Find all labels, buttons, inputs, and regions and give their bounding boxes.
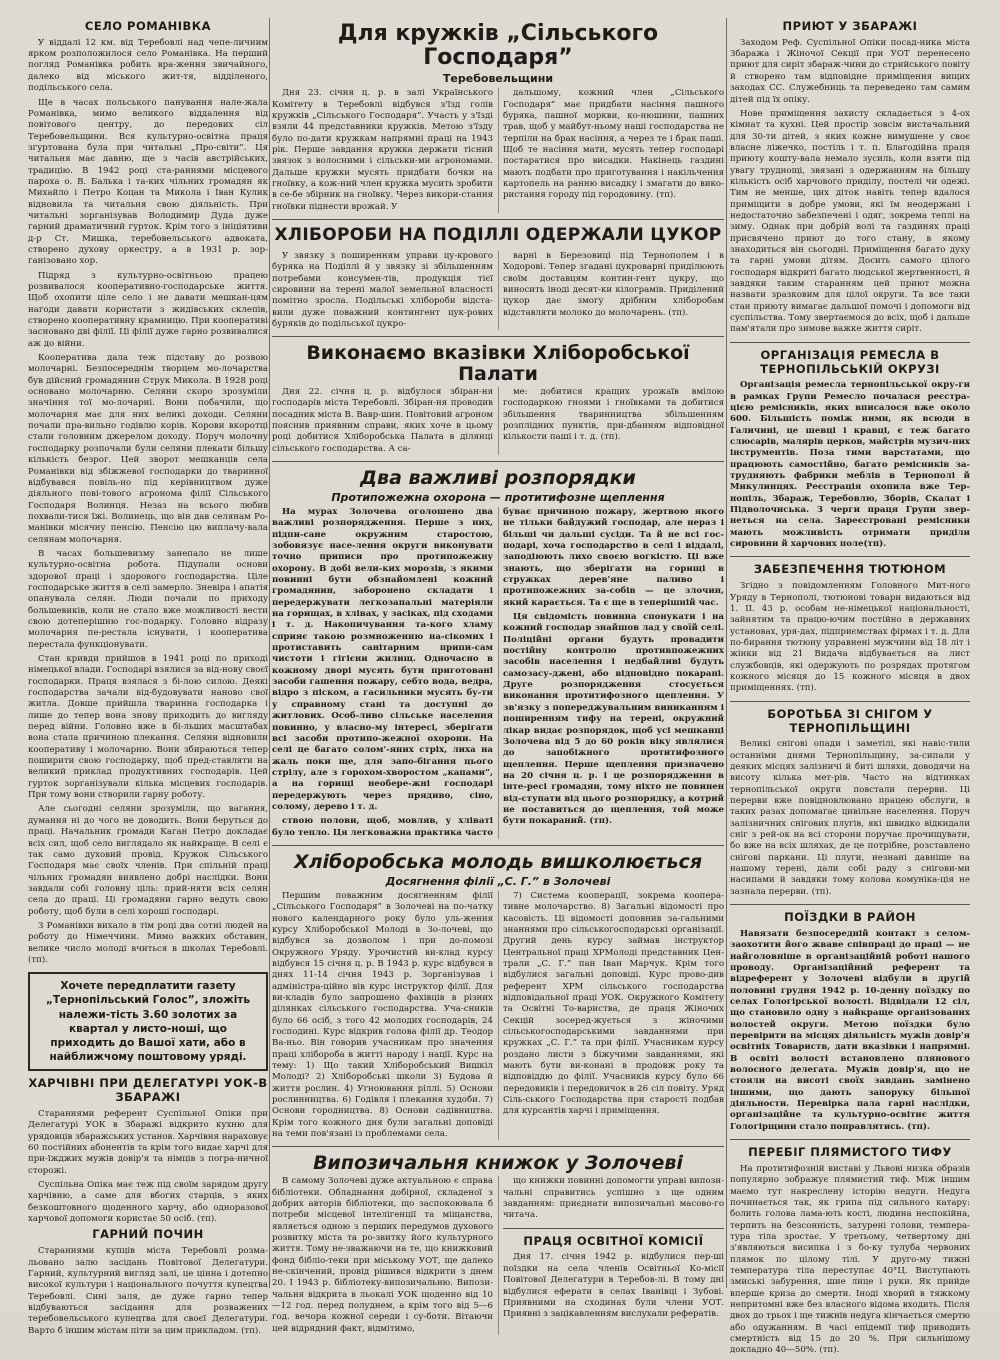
article-title: ГАРНИЙ ПОЧИН: [92, 1227, 204, 1242]
divider: [272, 845, 724, 846]
paragraph: 7) Система кооперації, зокрема коопера-тивне молочарство. 8) Загальні відомості про касовість. Ці відомості доповнив за-гальними знаннями про сільськогосподарські організації. Другий день курсу займав інструктор Центральної праці ХРМолоді представник Цен-трали „С. Г.” пан Іван Марчук. Крім того відбулися загальні доповіді. Курс прово-див референт ХРМ сільського господарства відповідальної праці УОК. Окружного Комітету та Освітні То-вариства, де праця Жіночих Секцій зосеред-жується з жіночими сільськогосподарськими завданнями при кружках „С. Г.” та при філії. Учасникам курсу роздано листи з біжучими завданнями, які мають бути ви-конані в продовж року та відповіддю до філії. Учасників курсу було 66 передовиків і передовичок в 26 сіл повіту. Уряд Сіль-ського Господарства при старості подбав для курсантів харчі і приміщення.: [503, 890, 724, 1117]
divider: [730, 342, 970, 343]
paragraph: Стан кривди прийшов в 1941 році по приході німецької влади. Господарі взялися за від-нову своєї господарки. Праця взялася з бі-лою силою. Деякі господарства зачали від-будовувати наново свої житла. Довше прийшла тваринна господарка і лише до тепер вона знову приходить до вигляду перед війни. Головно вже в бі-льших масштабах вона стала причиною плекання. Селяни відновили кооперативу і молочарню. Вони збираються тепер поширити свою господарку, щоб пред-ставляти на великий приклад продуктивних господарів. Цей гурток зорганізували кілька місцевих господарів. При тому вони створили гарну роботу.: [28, 654, 268, 801]
paragraph: На мурах Золочева оголошено два важливі розпорядження. Перше з них, підпи-сане окружним старостою, зобовязує насе-лення округи виконувати точно приписи про протипожежну охорону. В добі вели-ких морозів, з якими повинні бути обзнайомлені кожний громадянин, заборонено складати і передержувати легкозапальні матеріяли на горищах, в хлівах, у засіках, під сходами і т. д. Накопичування та-кого хламу сприяє такою розмноженню на-сікомих і протиставить санітарним припи-сам чистоти і гігієни жилищ. Одночасно в кожному дворі мусять бути приготовані засоби гашення пожару, себто вода, ведра, відро з піском, а гасильники мусять бу-ти у справному стані та доступні до житлових. Особ-ливо сільське населення повинно, у власно-му інтересі, зберігати всі засоби протипо-жежної охорони. На селі це багато солом'-яних стріх, лиха на жаль поки ще, для запо-бігання цього стрілу, але з горохом-хворостом „капами”, а на горищі необере-жні господарі передержують через прядиво, сіно, солому, дерево і т. д.: [272, 506, 493, 812]
paragraph: В самому Золочеві дуже актуальною є справа бібліотеки. Обладнання добірної, складеної з добрих авторів бібліотеки, що заспокоювала б потреби місцевої інтелігенції та міщанства, являється одною з перших передумов духового розвитку міста та ро-звитку його культурного життя. Тому не-зважаючи на те, що книжковий фонд бібліо-теки при міському УОТ, ще далеко не-скінчений, провід рішився відкрити з днем 20. І 1943 р. бібліотеку-випозичальню. Випози-чальня відкрита в льокалі УОК щоденно від 10—12 год. перед полуднем, а крім того від 5—6 год. вечора кожної середи і су-боти. Вітаючи цей відрядний факт, відмітимо,: [272, 1176, 493, 1334]
paragraph: В часах большевизму занепало не лише культурно-освітна робота. Підупали основи здорової праці і здорового господарства. Ціле господарське життя в селі замерло. Зневіра і апатія опанувала селян. Люди почали по приходу большевиків, коли не стало вже можливості вести свою дотеперішню гос-подарку. Головно відразу молочарня пе-рестала існувати, і кооператива перестала функціонувати.: [28, 548, 268, 650]
paragraph: Згідно з повідомленням Головного Мит-ного Уряду в Тернополі, тютюнові товари видаються від 1. II. 43 р. особам не-німецької національності, зайнятим та працю-ючим постійно в державних установах, уря-дах, підприємствах фірмах і т. д. Для по-бирання тютюну управнені мужчини від 18 літ і жінки від 21 Видача відбувається на лист службовців, які одержують по розрядах протягом кожного місяця до 15 кожного місяця в двох приміщеннях. (тп).: [730, 581, 970, 694]
article-subtitle: Теребовельщини: [442, 72, 554, 86]
paragraph: Ця свідомість повинна спонукати і на кожний господар знайшов лад у своїй селі. Поліційні органи будуть провадити постійну контролю противпожежних засобів населення і недбайливі будуть самозасу-джені, або відповідно покарані. Друге розпорядження стосується виконання протитифозного щеплення. У зв'язку з попереджувальним виниканням і поширенням тифу на терені, окружний лікар видає розпорядок, щоб усі мешканці Золочева від 5 до 60 років віку являлися до запобіжного протитифозного щеплення. Перше щеплення призначено на 20 січня ц. р. і це розпорядження в інте-ресі громадян, тому ніхто не повинен від-ступати від цього розпорядку, а котрий не поставиться до щеплення, той може бути покараний. (тп).: [503, 612, 724, 827]
divider: [272, 219, 724, 220]
article-title: ХАРЧІВНІ ПРИ ДЕЛЕГАТУРІ УОК-В ЗБАРАЖІ: [28, 1076, 268, 1105]
article-title: ОРГАНІЗАЦІЯ РЕМЕСЛА В ТЕРНОПІЛЬСЬКІЙ ОКРУЗІ: [760, 347, 940, 376]
paragraph: У звязку з поширенням управи цу-крового буряка на Поділлі й у звязку зі збільшенням потребами консумен-тів, продукція тієї сировини на терені малої земельної власності помітно зросла. Подільські хлібороби відста-вили дуже поважний контингент цук-рових буряків до подільської цукро-: [272, 250, 493, 329]
paragraph: варні в Березовиці під Тернополем і в Ходорові. Тепер згадані цукроварні приділюють своїм доставцям контин-гент цукру, що виносить іноді десят-ки кілограмів. Приділений цукор дає змогу дрібним хліборобам відставляти молоко до молочарень. (тп).: [503, 250, 724, 318]
article-title: ПРАЦЯ ОСВІТНОЇ КОМІСІЇ: [523, 1233, 704, 1248]
paragraph: Підряд з культурно-освітньою працею розвивалося кооперативно-господарське життя. Щоб охопити ціле село і не давати мешкан-цям нагоди давати користати з жидівських склепів, створено кооперативну крамницю. При кооперативі засновано дві філії. Ці філії дуже гарно розвивалися аж до війни.: [28, 270, 268, 349]
paragraph: Стараннями купців міста Теребовлі розма-льовано залю засідань Повітової Делегатури. Гарний, культурний вигляд залі, це цінна і дотепно високої культури і національного почуття купецтва Теребовлі. Сині заля, де дуже гарно тепер відбуваються засідання для розважених теребовельського купецтва для своєї Делегатури. Варто б іншим містам піти за цим прикладом. (тп).: [28, 1246, 268, 1336]
article-title: Хліборобська молодь вишколюється: [293, 850, 703, 873]
paragraph: Але сьогодні селяни зрозуміли, що вагання, думання ні до чого не доводить. Вони беруться до праці. Начальник громади Каган Петро докладає всіх сил, щоб село виглядало як найкраще. В селі є так само духовий провід. Кружок Сільського Господаря має своїх членів. При спільній праці чільних громадян виявлено добрі наслідки. Вони завдали собі головну ціль: прий-няти всіх селян села до праці. Ці громадяни гарно ведуть свою роботу, щоб були в селі хороші господарі.: [28, 804, 268, 917]
right-column: [730, 18, 970, 1360]
article-title: ПЕРЕБІГ ПЛЯМИСТОГО ТИФУ: [748, 1145, 952, 1160]
article-body: [272, 891, 724, 1141]
left-column: [28, 18, 268, 1340]
paragraph: Організація ремесла тернопільської окру-ги в рамках Групи Ремесло почалася реєстра-цією ремісників, яких вписалося вже около 600. Більшість поміж ними, як всюди в Галичині, це шевці і кравці, є теж багато слюсарів, малярів церков, майстрів музич-них інструментів. Поза тими варстатами, що працюють самостійно, багато ремісників за-трудняють фабрики меблів в Тернополі й Микулинцях. Реєстрація охопила вже Тер-нопіль, Збараж, Теребовлю, Зборів, Скалат і Підволочиська. З черги праця Групи звер-неться на села. Зареєстровані ремісники мають можливість отримати приділи сировини й харчових поле(тп).: [730, 380, 970, 550]
article-subtitle: Досягнення філії „С. Г.” в Золочеві: [385, 874, 611, 888]
article-title: ПОЇЗДКИ В РАЙОН: [784, 910, 916, 925]
article-subtitle: Протипожежна охорона — протитифозне щеплення: [331, 490, 665, 504]
article-body: [272, 507, 724, 839]
article-title: ПРИЮТ У ЗБАРАЖІ: [782, 19, 918, 33]
paragraph: З Романівки вихало в тім році два сотні людей на роботу до Німеччини. Мимо важких обставин, велике число молоді вчиться в школах Теребовлі. (тп).: [28, 920, 268, 965]
article-body: [730, 380, 970, 550]
article-title: Два важливі розпорядки: [360, 467, 636, 490]
article-title: Випозичальня книжок у Золочеві: [313, 1152, 683, 1175]
paragraph: дальшому, кожний член „Сільського Господаря” має придбати насіння пашного буряка, пашної моркви, ко-нюшини, пашних трав, щоб у майбут-ньому наші господарства не терпіли на брак насіння, а через те і брак паші. Щоб те насіння мати, мусять тепер господарі постаратися про висадки. Накінець газдині мають подбати про приготування і накільчення картопель на ранню висадку і змагати до вико-ристання городу під городовину. (тп).: [503, 88, 724, 201]
article-body: [272, 88, 724, 213]
middle-column: [272, 18, 724, 1335]
paragraph: Нове приміщення захисту складається з 4-ох кімнат та кухні. Цей простір зовсім вистачальний для 30-ти дітей, з яких кожне вимушене у своє власне ліжечко, постіль і т. п. Благодійна праця приюту кошту-вала немало зусиль, коли взяти під увагу труднощі, звязані з одержанням на більшу кількість осіб харчового приділу, постелі чи одежі. Тим не менше, цих діток навіть тепер вдалося приміщити в добре умови, які їм неодержані і недостаточно забезпечені і одяг, зокрема теплі на зиму. Однак при добрій волі та газдинях праці присвячено приют до того стану, в якому знаходиться він сьогодні. Приміщення багато духу та гарні умови дітям. Досить самого цілого господаря відкриті багато людської жертвенності, й завдяки таким старанням цей приют можна назвати зразковим для цілої округи. Та все таки стан приюту вимагає дальшої помочі і допомоги від суспільства. Тому звертаємося до всіх, щоб і дальше пам'ятали про зимове важке життя сиріт.: [730, 108, 970, 335]
divider: [272, 336, 724, 337]
paragraph: Суспільна Опіка має теж під своїм зарядом другу харчівню, а саме для вбогих старців, з яких безкоштовного щоденного харчу, або одноразової харчової допомоги користає 50 осіб. (тп).: [28, 1179, 268, 1225]
article-title: ХЛІБОРОБИ НА ПОДІЛЛІ ОДЕРЖАЛИ ЦУКОР: [274, 225, 722, 246]
paragraph: Заходом Реф. Суспільної Опіки посад-ника міста Збаража і Жіночої Секції при УОТ перенесено приют для сиріт збараж-чини до стрийського повіту й створено там відповідне приміщення вищих заходах СС. Служебниць та переведено там самим дітей під їх опіку.: [730, 37, 970, 105]
article-body: [272, 251, 724, 330]
paragraph: ствою полови, щоб, мовляв, у хліваті було тепло. Ця легковажна практика часто буває причиною пожару, жертвою якого не тільки байдужий господар, але нераз і більші чи дальші сусіди. Та й не всі гос-подарі, хоча господарство в селі і віддалі, заподіюють лихо своєю вогкістю. Ці вже знають, що зберігати на горищі в стружках дерев'яне паливо і протипожежних за-собів — це злочин, який карається. Та є ще в теперішній час.: [272, 506, 724, 838]
paragraph: Дня 17. січня 1942 р. відбулися пер-ші поїздки на села членів Освітньої Ко-місії Повітової Делегатури в Теребов-лі. В тому дні відбулися еферати в селах Іванівці і Зубові. Приявними на сходинах були члени УОТ. Приявні з зацікавленням вислухали рефератів.: [503, 1252, 724, 1320]
column-rule: [269, 18, 270, 1288]
article-body: [272, 387, 724, 455]
divider: [730, 701, 970, 702]
article-title: Виконаємо вказівки Хліборобської Палати: [306, 342, 690, 386]
article-body: [272, 1176, 724, 1335]
paragraph: Стараннями референт Суспільної Опіки при Делегатурі УОК в Збаражі відкрито кухню для урядовців збаражських установ. Харчівня нараховує 60 постійних абонентів та крім того видає харчі для при-їжджих мужів довір'я та німців з погра-ничної сторожі.: [28, 1108, 268, 1176]
paragraph: що книжки повинні допомогти управі випози-чальні справитись успішно з ще одним завданням: приєднати випозичальні масово-го читача.: [503, 1176, 724, 1221]
paragraph: У віддалі 12 км. від Теребовлі над чепе-личним ярком розположилося село Романівка. На перший погляд Романівка робить вра-ження звичайного, далеко від міського жит-тя, відділеного, подільського села.: [28, 37, 268, 94]
subscription-notice: Хочете передплатити газету „Тернопільський Голос”, зложіть належи-тість 3.60 золотих за квартал у листо-ноші, що приходить до Вашої хати, або в найближчому поштовому уряді.: [28, 972, 268, 1071]
article-title: СЕЛО РОМАНІВКА: [84, 19, 212, 33]
column-rule: [726, 18, 727, 1288]
divider: [730, 1139, 970, 1140]
paragraph: На протитифозній виставі у Львові низка образів популярно зображує плямистий тиф. Між іншим маємо тут накреслену історію недуги. Недуга починається так, як грипа під сильного катару: болить голова лама-ють кості, людина неспокійна, терпить на безсонність, затурені голови, темпера-тура тіла зростає. У третьому, четвертому дні з'являються висипка і з бо-ку тулуба червоних плямок по цілому тілі. У друго-му тижні температура тіла переступає 40°Ц. Виступають змиські забурення, шие лице і руки. Як прийде вперше криза до смерти. Іноді хворий в тяжкому непритомні вже без власного відома входить. Після двох до трьох і ще тижнів недуга кінчається смертю або одужанням. В часі епідемії тиф приводить смертність від 15 до 20 %. При сильнішому докладно 40—50%. (тп).: [730, 1163, 970, 1356]
paragraph: Ще в часах польського панування нале-жала Романівка, мимо великого віддалення від повітового центру, до передових сіл Теребовельщини. Вся культурно-освітна праця згуртована була при читальні „Про-світи”. Ця читальня має давню, ще з часів австрійських, традицію. В 1942 році ста-раннями місцевого пароха о. В. Балька і та-ких чільних громадян як Михайло і Петро Коцан та Микола і Іван Кулик відновила та читальня свою діяльність. При читальні зорганізував Володимир Дуда дуже гарний драматичний гурток. Крім того з ініціятиви д-р Ст. Мишка, теребовельського адвоката, створено духову оркестру, а в 1931 р. зор-ганізовано хор.: [28, 97, 268, 267]
article-title: БОРОТЬБА ЗІ СНІГОМ У ТЕРНОПІЛЬЩИНІ: [767, 706, 933, 735]
divider: [730, 904, 970, 905]
article-title: Для кружків „Сільського Господаря”: [337, 21, 659, 71]
article-title: ЗАБЕЗПЕЧЕННЯ ТЮТЮНОМ: [753, 562, 947, 577]
paragraph: Дня 22. січня ц. р. відбулося збіран-ня господарів міста Теребовлі. Збіран-ня проводив посадник міста В. Вавр-шин. Повітовий агроном пояснив приявним справи, яких хоче в цьому році добитися Хліборобська Палата в ділянці сільського господарства. А са-: [272, 387, 494, 454]
paragraph: Кооператива дала теж підставу до розвою молочарні. Безпосереднім творцем мо-лочарства був дійсний громадянин Струк Микола. В 1928 році основано молочарню. Селяни скоро зрозуміли значіння тої мо-лочарні. Вони побачили, що молочарня має для них великі доходи. Селяни почали пра-вильно годівлю корів. Корови вкоротці стали головним джерелом доходу. Поруч молочну господарку розпочали були селяни плекати більшу кількість безрог. Цей зворот мешканців села Романівки від збіжжевої господарки до тваринної відбувався повіль-но під керівництвом дуже діяльного пові-тового агронома філії Сільського Господаря Волинця. Незаз на всього любив похвали-тися їжі. Волинець, що він дав селянам Ро-манівки місячну пенсію. Пенсію цю виплачу-вала селянам молочарня.: [28, 353, 268, 545]
divider: [272, 1146, 724, 1147]
divider: [272, 461, 724, 462]
divider: [503, 1228, 724, 1229]
divider: [730, 556, 970, 557]
paragraph: Навязати безпосередній контакт з селом-заохотити його жваве співпраці до праці — не найголовніше в організаційній роботі нашого проводу. Організаційний референт та відреферент у Золочеві відбули в другій половині грудня 1942 р. 10-денну поїздку по селах Гологірської волості. Відвідали 12 сіл, що становило одну з найкраще організованих волостей округи. Метою поїздки було перевірити на місцях діяльність мужів довір'я освітніх Товариств, дати вказівки і напрямні. В освіті волості встановлено плянового волосного делегата. Мужів довір'я, що не стояли на висоті своїх завдань замінено іншими, що дають запоруку більшої діяльности. Перевірка пала гарні наслідки, організаційне та культурно-освітнє життя Гологірщини стало поправлятись. (тп).: [730, 928, 970, 1132]
article-body: [730, 929, 970, 1133]
paragraph: Дня 23. січня ц. р. в залі Українського Комітету в Теребовлі відбувся з'їзд голів кружків „Сільського Господаря”. Участь у з'їзді взяли 44 представники кружків. Метою з'їзду було по-дати кружкам напрямні праці на 1943 рік. Перше завдання кружка держати тісний звязок з волосними і сільськи-ми агрономами. Дальше кружки мусять придбати бочки на гноївку, а кож-ний член кружка мусить зробити в се-бе збірник на гноївку. Через викори-стання гноївки піднести врожай. У: [272, 88, 493, 212]
paragraph: Першим поважним досягненням філії „Сільського Господаря” в Золочеві на по-чатку нового календарного року було уль-ження курсу Хліборобської Молоді в Зо-лочеві, що відбувся за дозволом і при до-помозі Окружного Уряду. Урочистий ви-клад курсу відбувся 15 січня ц. р. В 1943 р. курс відбувся в днях 11-14 січня 1943 р. Зорганізував і адміністра-ційно вів курс інструктор філії. Для ви-кладів було запрошено фахівців в різних ділянках сільського господарства. Уча-сників було 66 осіб, з того 42 молодих господарів, 24 господині. Курс відкрив голова філії др. Теодор Ва-ньо. Він говорив учасникам про значення праці хлібороба в житті народу і нації. Курс на тему: 1) Що такий Хліборобський Вишкіл Молоді? 2) Хліборобські школи 3) Будова й життя рослин. 4) Угноювання ріллі. 5) Основи рослинництва. 6) Годівля і плекання худоби. 7) Основи городництва. 8) Основи садівництва. Крім того кожного дня були загальні доповіді на теми пов'язані із проблемами села.: [272, 890, 493, 1140]
paragraph: Великі снігові опади і заметілі, які навіс-тили останніми днями Тернопільщину, за-сипали у деяких місцях залізничі й биті шляхи, доводячи на висоту кілька мет-рів. Часто на відтинках тернопільської округи повстали перерви. Ці перерви вже повідновлювано працею обслуги, в таких разах допомагає цивільне населення. Поруч залізничних снігових плугів, які швидко відкидали сніг з рей-ок на всі сторони поручає прочищувати, бо вже на всіх шляхах, де це потрібне, розставлено снігові паркани. Ці плуги, незнані давніше на нашому терені, дали собі раду з снігови-ми насипами й завдяки тому колова комуніка-ція не зазнала перерви. (тп).: [730, 739, 970, 897]
article-body: [28, 38, 268, 967]
paragraph: ме: добитися кращих урожаїв вмілою господаркою гноями і гноївками та добитися збільшення тваринництва збільшенням розплідних пунктів, при-дбанням відповідної кількости паші і т. д. (тп).: [503, 387, 724, 443]
